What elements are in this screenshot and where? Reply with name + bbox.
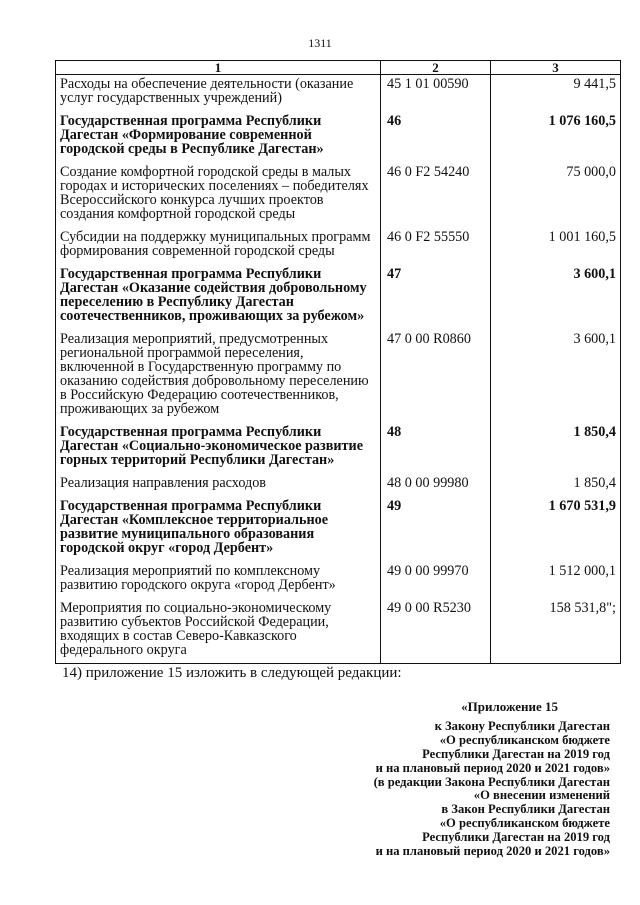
appendix-line: к Закону Республики Дагестан [434, 718, 610, 733]
column-header-1: 1 [56, 61, 381, 75]
table-row [56, 227, 621, 264]
table-row [56, 561, 621, 598]
row-name: Государственная программа Республики Дагестан «Комплексное территориальное развитие муниципального образования городской округ «город Дербент» [56, 496, 381, 561]
column-header-3: 3 [491, 61, 621, 75]
row-name: Реализация мероприятий по комплексному развитию городского округа «город Дербент» [56, 561, 381, 598]
row-name: Государственная программа Республики Дагестан «Оказание содействия добровольному переселению в Республику Дагестан соотечественников, проживающих за рубежом» [56, 264, 381, 329]
appendix-line: «О республиканском бюджете [439, 816, 610, 831]
row-code: 49 0 00 99970 [381, 561, 491, 598]
table-header-row [56, 61, 621, 75]
row-code: 46 [381, 111, 491, 162]
appendix-line: «О республиканском бюджете [439, 732, 610, 747]
appendix-line: и на плановый период 2020 и 2021 годов» [375, 760, 610, 775]
row-name: Субсидии на поддержку муниципальных программ формирования современной городской среды [56, 227, 381, 264]
row-code: 48 [381, 422, 491, 473]
row-amount: 1 001 160,5 [491, 227, 621, 264]
table-row-program [56, 264, 621, 329]
row-code: 47 0 00 R0860 [381, 329, 491, 422]
appendix-line: и на плановый период 2020 и 2021 годов» [375, 844, 610, 859]
table-row-program [56, 422, 621, 473]
table-row-program [56, 496, 621, 561]
appendix-line: в Закон Республики Дагестан [441, 802, 610, 817]
row-amount: 158 531,8"; [491, 598, 621, 664]
row-code: 46 0 F2 55550 [381, 227, 491, 264]
row-amount: 9 441,5 [491, 75, 621, 112]
appendix-line: Республики Дагестан на 2019 год [422, 830, 610, 845]
row-name: Мероприятия по социально-экономическому развитию субъектов Российской Федерации, входящих в состав Северо-Кавказского федерального округа [56, 598, 381, 664]
appendix-line: «О внесении изменений [473, 788, 610, 803]
row-name: Расходы на обеспечение деятельности (оказание услуг государственных учреждений) [56, 75, 381, 112]
row-name: Реализация направления расходов [56, 473, 381, 496]
table-row-program [56, 111, 621, 162]
row-code: 46 0 F2 54240 [381, 162, 491, 227]
table-row [56, 162, 621, 227]
appendix-line: (в редакции Закона Республики Дагестан [373, 774, 610, 789]
table-row [56, 329, 621, 422]
table-row [56, 75, 621, 112]
column-header-2: 2 [381, 61, 491, 75]
row-amount: 3 600,1 [491, 329, 621, 422]
row-amount: 1 850,4 [491, 422, 621, 473]
row-amount: 3 600,1 [491, 264, 621, 329]
table-row [56, 598, 621, 664]
row-code: 49 0 00 R5230 [381, 598, 491, 664]
row-amount: 1 512 000,1 [491, 561, 621, 598]
row-name: Государственная программа Республики Дагестан «Формирование современной городской среды в Республике Дагестан» [56, 111, 381, 162]
row-name: Реализация мероприятий, предусмотренных региональной программой переселения, включенной в Государственную программу по оказанию содействия добровольному переселению в Российскую Федерацию соотечественников, проживающих за рубежом [56, 329, 381, 422]
row-amount: 1 670 531,9 [491, 496, 621, 561]
row-code: 49 [381, 496, 491, 561]
row-code: 48 0 00 99980 [381, 473, 491, 496]
row-amount: 75 000,0 [491, 162, 621, 227]
row-name: Создание комфортной городской среды в малых городах и исторических поселениях – победителях Всероссийского конкурса лучших проектов создания комфортной городской среды [56, 162, 381, 227]
page-number: 1311 [308, 36, 332, 50]
appendix-heading-block [320, 700, 610, 859]
row-amount: 1 076 160,5 [491, 111, 621, 162]
row-code: 45 1 01 00590 [381, 75, 491, 112]
budget-table [55, 60, 621, 664]
table-row [56, 473, 621, 496]
row-name: Государственная программа Республики Дагестан «Социально-экономическое развитие горных территорий Республики Дагестан» [56, 422, 381, 473]
row-amount: 1 850,4 [491, 473, 621, 496]
appendix-title: «Приложение 15 [461, 699, 558, 714]
row-code: 47 [381, 264, 491, 329]
amendment-text: 14) приложение 15 изложить в следующей редакции: [62, 665, 402, 681]
appendix-line: Республики Дагестан на 2019 год [422, 746, 610, 761]
